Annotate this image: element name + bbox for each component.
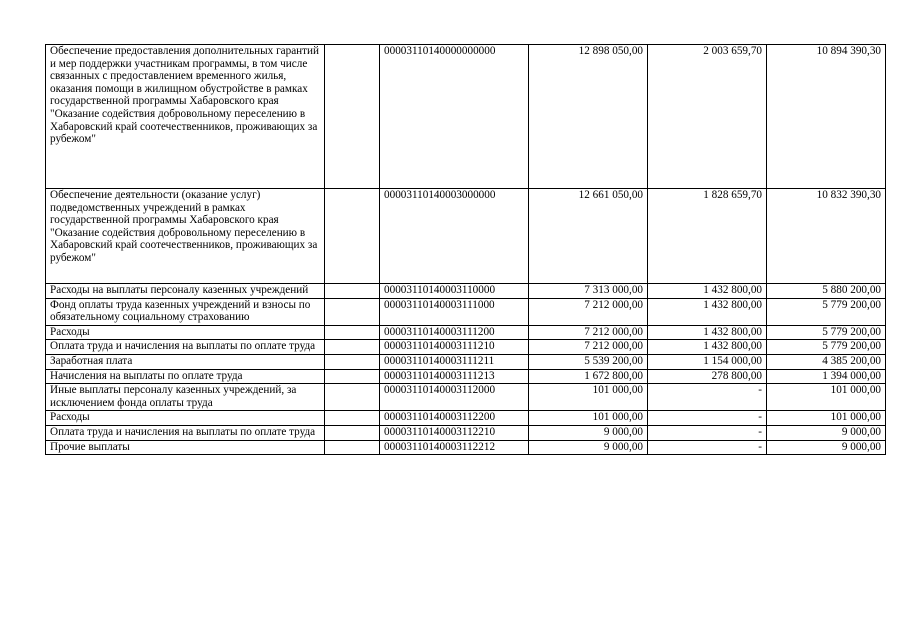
row-line-code xyxy=(325,340,380,355)
row-code: 00003110140003112210 xyxy=(380,425,529,440)
row-name: Фонд оплаты труда казенных учреждений и взносы по обязательному социальному страхованию xyxy=(46,298,325,325)
table-row xyxy=(46,425,886,440)
budget-table xyxy=(45,44,886,455)
row-code: 00003110140003111000 xyxy=(380,298,529,325)
row-executed: 1 432 800,00 xyxy=(648,298,767,325)
row-name: Оплата труда и начисления на выплаты по оплате труда xyxy=(46,340,325,355)
row-remaining: 10 832 390,30 xyxy=(767,189,886,284)
row-remaining: 101 000,00 xyxy=(767,384,886,411)
table-row xyxy=(46,354,886,369)
row-line-code xyxy=(325,440,380,455)
row-remaining: 9 000,00 xyxy=(767,425,886,440)
row-line-code xyxy=(325,325,380,340)
row-name: Обеспечение предоставления дополнительных гарантий и мер поддержки участникам программы, в том числе связанных с предоставлением временного жилья, оказания помощи в жилищном обустройстве в рамках государственной программы Хабаровского края "Оказание содействия добровольному переселению в Хабаровский край соотечественников, проживающих за рубежом" xyxy=(46,45,325,189)
row-approved: 101 000,00 xyxy=(529,384,648,411)
row-executed: - xyxy=(648,411,767,426)
row-line-code xyxy=(325,354,380,369)
row-name: Оплата труда и начисления на выплаты по оплате труда xyxy=(46,425,325,440)
row-executed: 278 800,00 xyxy=(648,369,767,384)
row-remaining: 4 385 200,00 xyxy=(767,354,886,369)
row-approved: 7 212 000,00 xyxy=(529,298,648,325)
row-approved: 9 000,00 xyxy=(529,425,648,440)
row-line-code xyxy=(325,298,380,325)
row-approved: 7 212 000,00 xyxy=(529,340,648,355)
row-approved: 12 898 050,00 xyxy=(529,45,648,189)
row-approved: 12 661 050,00 xyxy=(529,189,648,284)
row-executed: 1 432 800,00 xyxy=(648,325,767,340)
row-approved: 5 539 200,00 xyxy=(529,354,648,369)
row-remaining: 1 394 000,00 xyxy=(767,369,886,384)
table-row xyxy=(46,45,886,189)
row-code: 00003110140003111210 xyxy=(380,340,529,355)
table-row xyxy=(46,384,886,411)
row-remaining: 5 779 200,00 xyxy=(767,325,886,340)
row-line-code xyxy=(325,284,380,299)
row-executed: 1 828 659,70 xyxy=(648,189,767,284)
table-row xyxy=(46,189,886,284)
row-executed: - xyxy=(648,440,767,455)
row-remaining: 5 779 200,00 xyxy=(767,340,886,355)
table-row xyxy=(46,411,886,426)
row-code: 00003110140003000000 xyxy=(380,189,529,284)
row-executed: - xyxy=(648,384,767,411)
row-approved: 9 000,00 xyxy=(529,440,648,455)
row-line-code xyxy=(325,369,380,384)
row-line-code xyxy=(325,189,380,284)
row-approved: 7 313 000,00 xyxy=(529,284,648,299)
row-name: Начисления на выплаты по оплате труда xyxy=(46,369,325,384)
row-executed: 1 432 800,00 xyxy=(648,284,767,299)
row-executed: - xyxy=(648,425,767,440)
row-line-code xyxy=(325,411,380,426)
row-code: 00003110140003111213 xyxy=(380,369,529,384)
row-code: 00003110140003112200 xyxy=(380,411,529,426)
row-name: Иные выплаты персоналу казенных учреждений, за исключением фонда оплаты труда xyxy=(46,384,325,411)
row-name: Расходы на выплаты персоналу казенных учреждений xyxy=(46,284,325,299)
row-line-code xyxy=(325,384,380,411)
row-remaining: 10 894 390,30 xyxy=(767,45,886,189)
table-row xyxy=(46,440,886,455)
row-remaining: 5 880 200,00 xyxy=(767,284,886,299)
row-code: 00003110140003110000 xyxy=(380,284,529,299)
table-row xyxy=(46,325,886,340)
row-name: Прочие выплаты xyxy=(46,440,325,455)
row-name: Расходы xyxy=(46,325,325,340)
row-code: 00003110140000000000 xyxy=(380,45,529,189)
row-executed: 1 432 800,00 xyxy=(648,340,767,355)
row-name: Обеспечение деятельности (оказание услуг) подведомственных учреждений в рамках государственной программы Хабаровского края "Оказание содействия добровольному переселению в Хабаровский край соотечественников, проживающих за рубежом" xyxy=(46,189,325,284)
row-approved: 7 212 000,00 xyxy=(529,325,648,340)
row-name: Расходы xyxy=(46,411,325,426)
row-code: 00003110140003112212 xyxy=(380,440,529,455)
row-line-code xyxy=(325,45,380,189)
row-code: 00003110140003112000 xyxy=(380,384,529,411)
row-remaining: 5 779 200,00 xyxy=(767,298,886,325)
table-row xyxy=(46,284,886,299)
row-code: 00003110140003111211 xyxy=(380,354,529,369)
row-line-code xyxy=(325,425,380,440)
row-approved: 1 672 800,00 xyxy=(529,369,648,384)
row-executed: 2 003 659,70 xyxy=(648,45,767,189)
row-remaining: 101 000,00 xyxy=(767,411,886,426)
table-row xyxy=(46,369,886,384)
row-executed: 1 154 000,00 xyxy=(648,354,767,369)
row-name: Заработная плата xyxy=(46,354,325,369)
table-row xyxy=(46,340,886,355)
row-remaining: 9 000,00 xyxy=(767,440,886,455)
row-code: 00003110140003111200 xyxy=(380,325,529,340)
row-approved: 101 000,00 xyxy=(529,411,648,426)
table-row xyxy=(46,298,886,325)
